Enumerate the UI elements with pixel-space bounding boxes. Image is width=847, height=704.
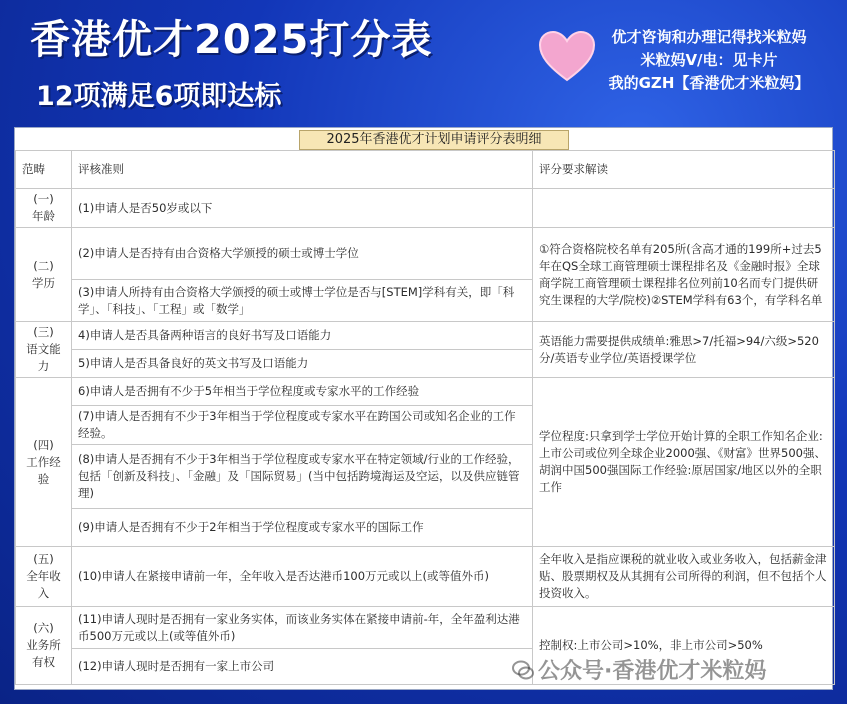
criterion: 6)申请人是否拥有不少于5年相当于学位程度或专家水平的工作经验 bbox=[72, 378, 533, 406]
wechat-icon bbox=[512, 659, 534, 681]
header-criteria: 评核准则 bbox=[72, 151, 533, 189]
category-age: (一) 年龄 bbox=[16, 189, 72, 228]
promo-line: 优才咨询和办理记得找米粒妈 bbox=[611, 28, 807, 46]
category-language: (三) 语文能 力 bbox=[16, 322, 72, 378]
table-title: 2025年香港优才计划申请评分表明细 bbox=[299, 130, 569, 150]
note-empty bbox=[533, 189, 835, 228]
table-row bbox=[16, 607, 835, 649]
header-category: 范畴 bbox=[16, 151, 72, 189]
note-business: 控制权:上市公司>10%，非上市公司>50% bbox=[533, 607, 835, 685]
table-row bbox=[16, 189, 835, 228]
criterion: (7)申请人是否拥有不少于3年相当于学位程度或专家水平在跨国公司或知名企业的工作经验。 bbox=[72, 406, 533, 445]
category-business: (六) 业务所 有权 bbox=[16, 607, 72, 685]
note-language: 英语能力需要提供成绩单:雅思>7/托福>94/六级>520分/英语专业学位/英语授课学位 bbox=[533, 322, 835, 378]
watermark bbox=[512, 654, 766, 685]
table-row bbox=[16, 547, 835, 607]
table-row bbox=[16, 378, 835, 406]
criterion: 5)申请人是否具备良好的英文书写及口语能力 bbox=[72, 350, 533, 378]
score-sheet bbox=[14, 127, 833, 690]
criterion: (2)申请人是否持有由合资格大学颁授的硕士或博士学位 bbox=[72, 228, 533, 280]
promo-text bbox=[578, 26, 840, 95]
note-education: ①符合资格院校名单有205所(含高才通的199所+过去5年在QS全球工商管理硕士课程排名及《金融时报》全球商学院工商管理硕士课程排名位列前10名而专门提供研究生课程的大学/院校)②STEM学科有63个，有学科名单 bbox=[533, 228, 835, 322]
category-income: (五) 全年收 入 bbox=[16, 547, 72, 607]
criterion: (8)申请人是否拥有不少于3年相当于学位程度或专家水平在特定领域/行业的工作经验，包括「创新及科技」、「金融」及「国际贸易」(当中包括跨境海运及空运，以及供应链管理) bbox=[72, 445, 533, 509]
criterion: (1)申请人是否50岁或以下 bbox=[72, 189, 533, 228]
criterion: (9)申请人是否拥有不少于2年相当于学位程度或专家水平的国际工作 bbox=[72, 509, 533, 547]
criterion: 4)申请人是否具备两种语言的良好书写及口语能力 bbox=[72, 322, 533, 350]
promo-line: 米粒妈V/电：见卡片 bbox=[640, 51, 778, 69]
category-work: (四) 工作经 验 bbox=[16, 378, 72, 547]
criterion: (3)申请人所持有由合资格大学颁授的硕士或博士学位是否与[STEM]学科有关，即「科学」、「科技」、「工程」或「数学」 bbox=[72, 280, 533, 322]
criterion: (12)申请人现时是否拥有一家上市公司 bbox=[72, 649, 533, 685]
score-table bbox=[15, 150, 835, 685]
table-row bbox=[16, 228, 835, 280]
header-interpretation: 评分要求解读 bbox=[533, 151, 835, 189]
criterion: (11)申请人现时是否拥有一家业务实体，而该业务实体在紧接申请前-年，全年盈利达港币500万元或以上(或等值外币) bbox=[72, 607, 533, 649]
table-header-row bbox=[16, 151, 835, 189]
table-row bbox=[16, 322, 835, 350]
watermark-text: 公众号·香港优才米粒妈 bbox=[538, 659, 767, 684]
promo-line: 我的GZH【香港优才米粒妈】 bbox=[608, 74, 810, 92]
note-income: 全年收入是指应课税的就业收入或业务收入，包括薪金津贴、股票期权及从其拥有公司所得的利润，但不包括个人投资收入。 bbox=[533, 547, 835, 607]
note-work: 学位程度:只拿到学士学位开始计算的全职工作知名企业:上市公司或位列全球企业2000强、《财富》世界500强、胡润中国500强国际工作经验:原居国家/地区以外的全职工作 bbox=[533, 378, 835, 547]
main-title: 香港优才2025打分表 bbox=[30, 17, 433, 63]
subtitle: 12项满足6项即达标 bbox=[36, 81, 282, 112]
criterion: (10)申请人在紧接申请前一年，全年收入是否达港币100万元或以上(或等值外币) bbox=[72, 547, 533, 607]
category-education: (二) 学历 bbox=[16, 228, 72, 322]
